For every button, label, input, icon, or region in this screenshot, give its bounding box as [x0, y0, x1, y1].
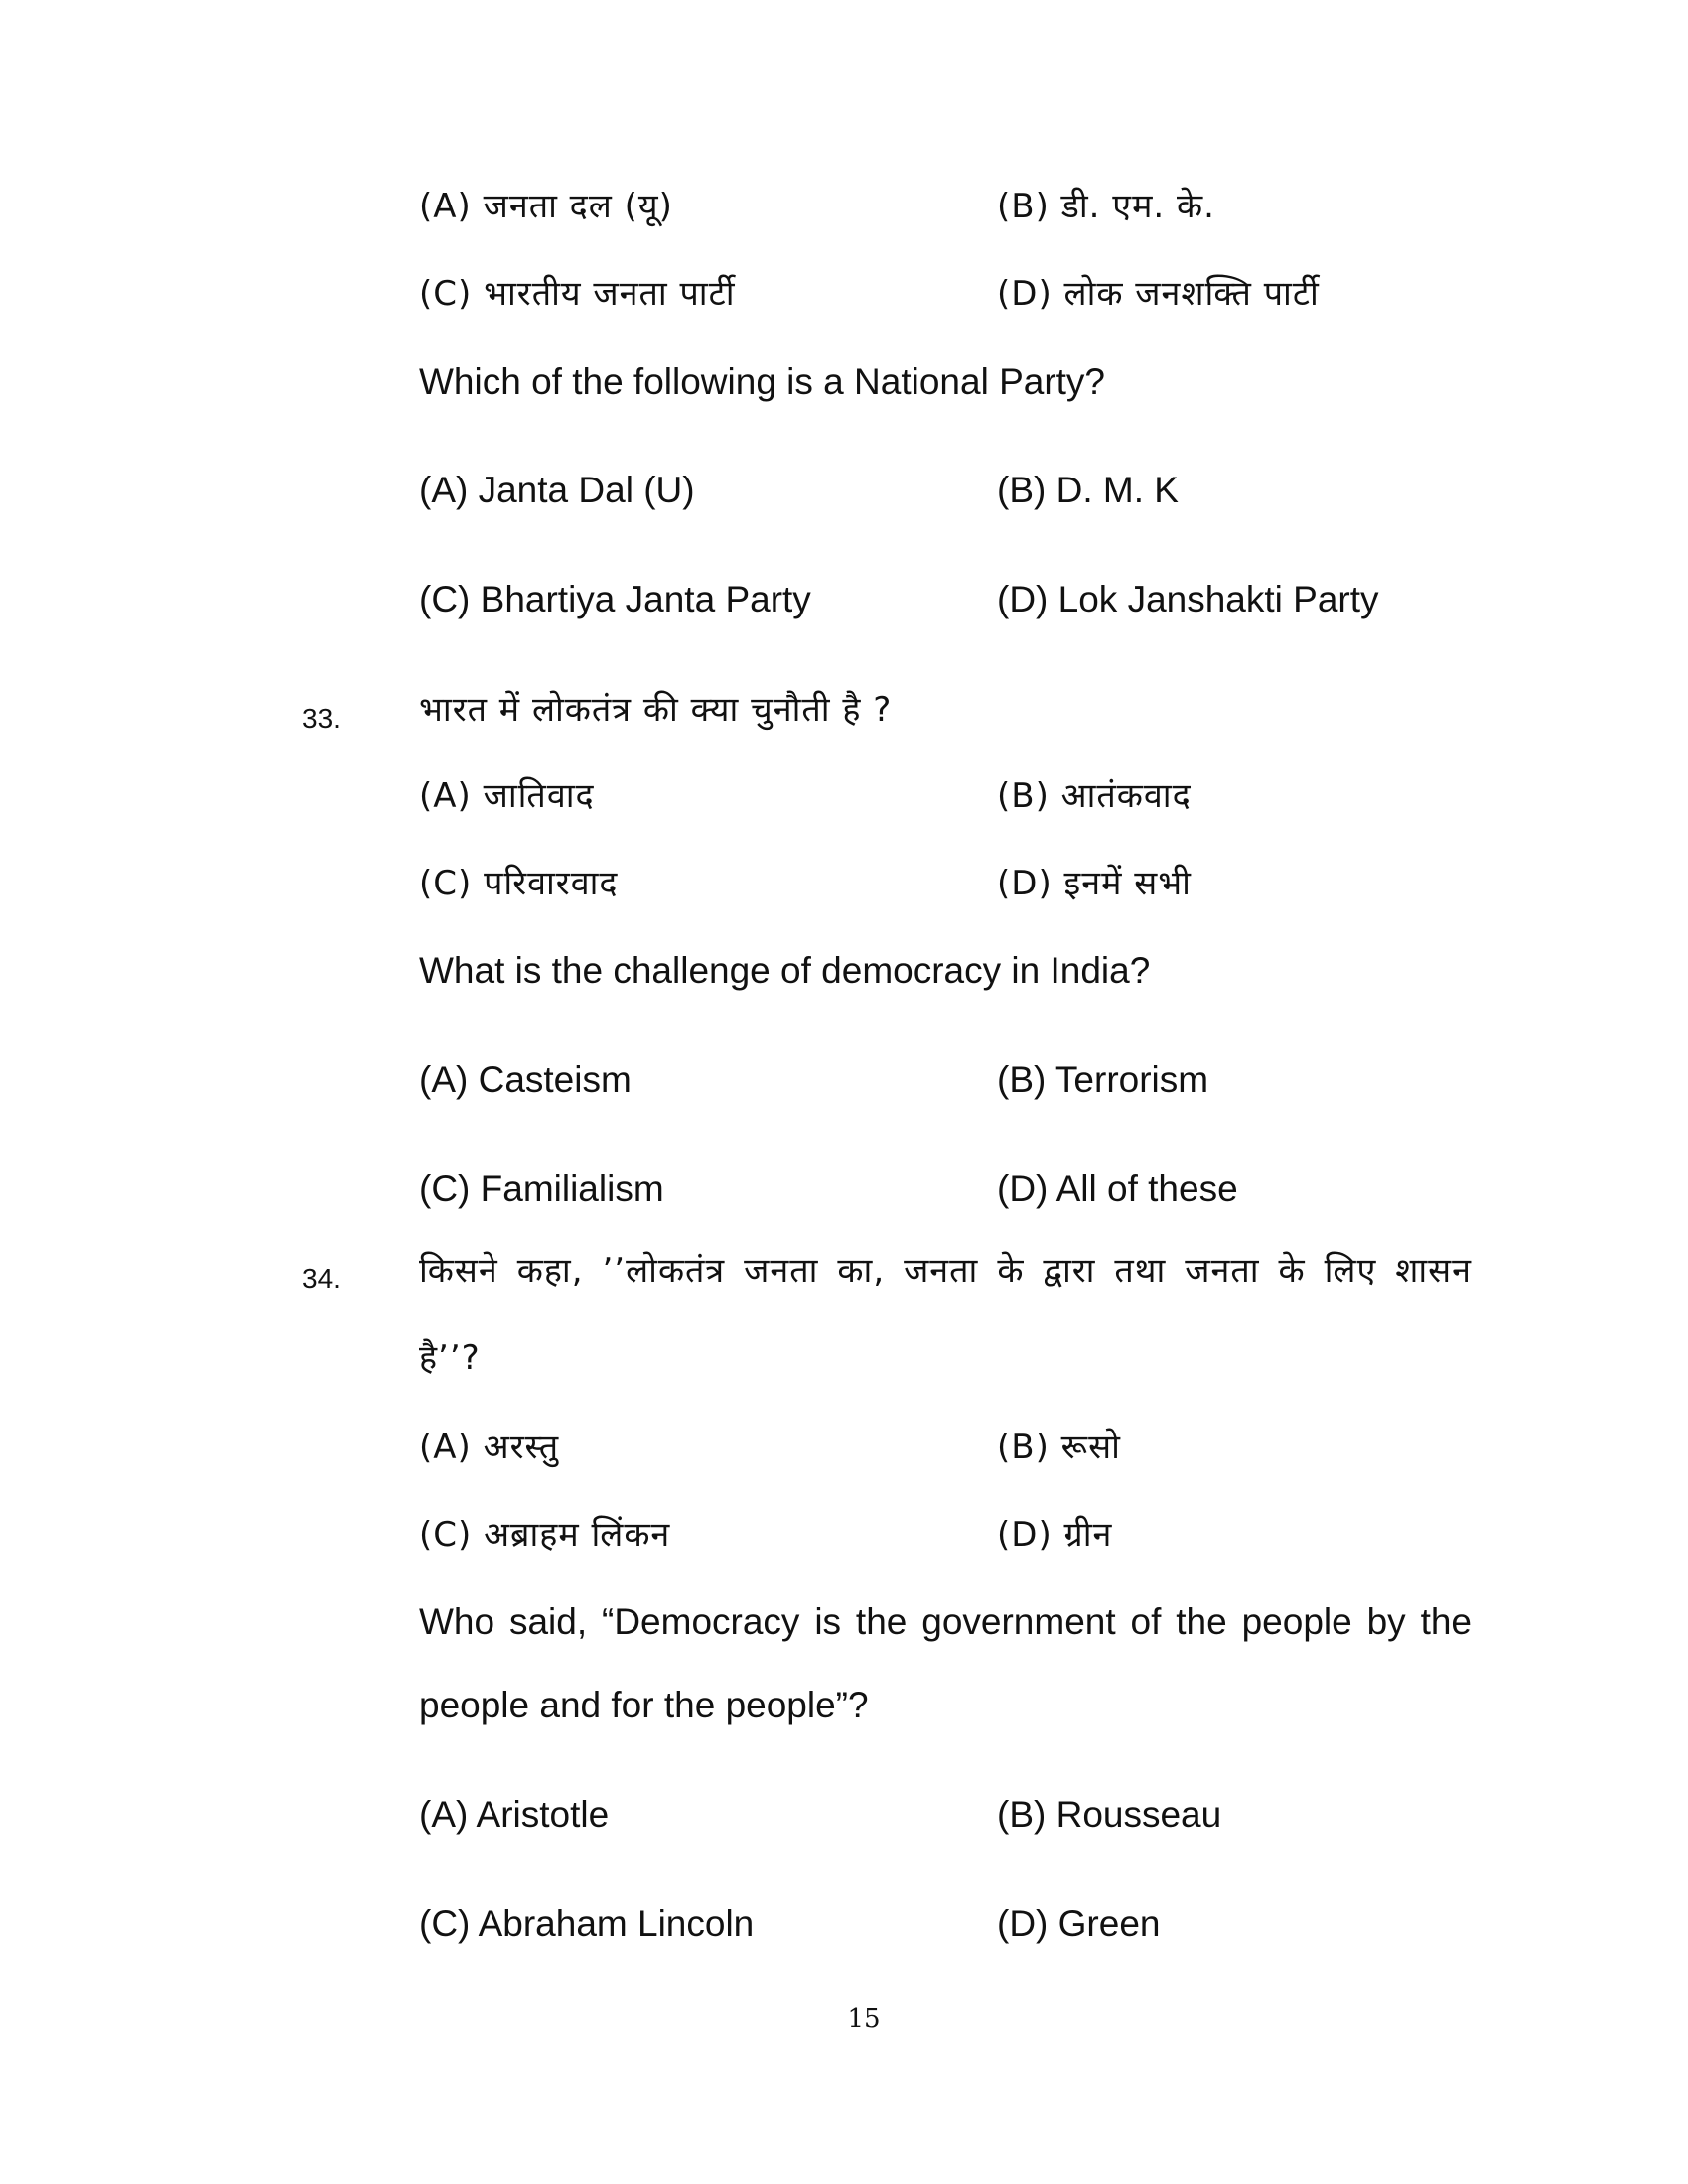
q32-en-option-b: (B) D. M. K [997, 470, 1179, 510]
q34-hi-option-c: (C) अब्राहम लिंकन [419, 1515, 671, 1555]
q34-hi-question-line2: है’’? [419, 1338, 481, 1378]
q33-en-option-b: (B) Terrorism [997, 1059, 1209, 1100]
q32-en-option-d: (D) Lok Janshakti Party [997, 579, 1379, 619]
q32-hi-option-b: (B) डी. एम. के. [997, 187, 1215, 226]
q34-hi-option-b: (B) रूसो [997, 1428, 1121, 1467]
q33-en-question: What is the challenge of democracy in India? [419, 950, 1151, 991]
q33-hi-option-a: (A) जातिवाद [419, 776, 595, 816]
q34-en-question-line1: Who said, “Democracy is the government of the people by the [419, 1601, 1472, 1642]
q32-hi-option-a: (A) जनता दल (यू) [419, 187, 673, 226]
q33-hi-option-b: (B) आतंकवाद [997, 776, 1192, 816]
q34-number: 34. [302, 1263, 341, 1294]
q32-en-question: Which of the following is a National Party? [419, 361, 1106, 402]
q33-hi-question: भारत में लोकतंत्र की क्या चुनौती है ? [419, 690, 893, 730]
q33-number: 33. [302, 703, 341, 734]
q34-hi-option-d: (D) ग्रीन [997, 1515, 1113, 1555]
q32-hi-option-d: (D) लोक जनशक्ति पार्टी [997, 274, 1320, 314]
q34-en-question-line2: people and for the people”? [419, 1685, 869, 1725]
q34-en-option-c: (C) Abraham Lincoln [419, 1903, 755, 1944]
q34-en-option-b: (B) Rousseau [997, 1794, 1222, 1835]
q32-hi-option-c: (C) भारतीय जनता पार्टी [419, 274, 736, 314]
q33-en-option-d: (D) All of these [997, 1168, 1238, 1209]
q33-hi-option-c: (C) परिवारवाद [419, 864, 619, 903]
q32-en-option-c: (C) Bhartiya Janta Party [419, 579, 811, 619]
q34-en-option-a: (A) Aristotle [419, 1794, 610, 1835]
q33-en-option-a: (A) Casteism [419, 1059, 632, 1100]
q32-en-option-a: (A) Janta Dal (U) [419, 470, 695, 510]
q34-hi-question-line1: किसने कहा, ’’लोकतंत्र जनता का, जनता के द्वारा तथा जनता के लिए शासन [419, 1251, 1472, 1291]
page-number: 15 [847, 2004, 881, 2034]
q33-hi-option-d: (D) इनमें सभी [997, 864, 1192, 903]
q34-hi-option-a: (A) अरस्तु [419, 1428, 560, 1467]
q34-en-option-d: (D) Green [997, 1903, 1161, 1944]
q33-en-option-c: (C) Familialism [419, 1168, 664, 1209]
